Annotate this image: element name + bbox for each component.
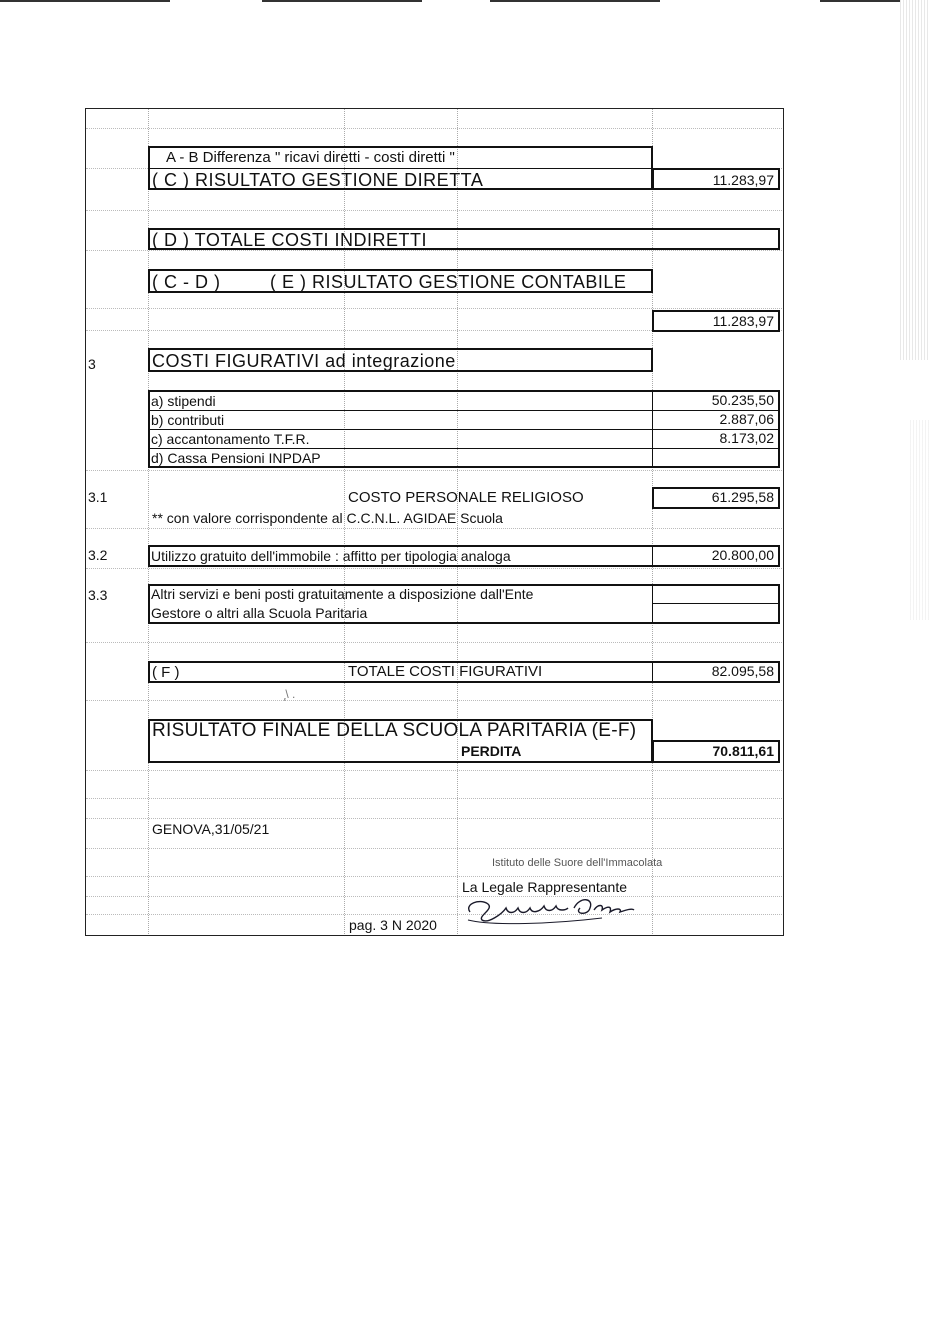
scan-edge-line xyxy=(0,0,170,2)
section-31-number: 3.1 xyxy=(88,489,108,505)
altri-servizi-cell-divider xyxy=(652,603,780,604)
scan-noise xyxy=(910,420,930,620)
institute-stamp: Istituto delle Suore dell'Immacolata xyxy=(492,857,663,869)
grid-row-line xyxy=(86,770,782,771)
diff-ab-label: A - B Differenza " ricavi diretti - costi diretti " xyxy=(166,149,455,166)
risultato-e-value: 11.283,97 xyxy=(712,313,774,329)
costo-personale-value: 61.295,58 xyxy=(711,489,774,505)
box-divider xyxy=(148,168,653,169)
costo-personale-note: ** con valore corrispondente al C.C.N.L. AGIDAE Scuola xyxy=(152,510,503,526)
grid-row-line xyxy=(86,700,782,701)
item-divider xyxy=(148,410,780,411)
costo-personale-label: COSTO PERSONALE RELIGIOSO xyxy=(348,489,584,506)
item-divider xyxy=(148,429,780,430)
immobile-value: 20.800,00 xyxy=(711,547,774,563)
grid-row-line xyxy=(86,896,782,897)
cd-label: ( C - D ) xyxy=(152,272,221,292)
scan-noise xyxy=(900,0,930,360)
totale-figurativi-value: 82.095,58 xyxy=(711,663,774,679)
item-stipendi: a) stipendi xyxy=(151,393,216,409)
scan-edge-line xyxy=(820,0,900,2)
section-3-number: 3 xyxy=(88,356,96,372)
item-inpdap: d) Cassa Pensioni INPDAP xyxy=(151,450,321,466)
risultato-finale-title: RISULTATO FINALE DELLA SCUOLA PARITARIA (E-F) xyxy=(152,720,637,741)
grid-row-line xyxy=(86,848,782,849)
item-value-divider xyxy=(652,390,653,468)
totale-figurativi-value-divider xyxy=(652,661,653,683)
grid-row-line xyxy=(86,568,782,569)
item-stipendi-value: 50.235,50 xyxy=(711,392,774,408)
item-contributi-value: 2.887,06 xyxy=(719,411,774,427)
legal-representative: La Legale Rappresentante xyxy=(462,879,628,895)
page-number: pag. 3 N 2020 xyxy=(349,917,437,933)
altri-servizi-value-divider xyxy=(652,584,653,624)
grid-row-line xyxy=(86,876,782,877)
grid-row-line xyxy=(86,470,782,471)
totale-figurativi-label: TOTALE COSTI FIGURATIVI xyxy=(348,663,543,680)
scan-edge-line xyxy=(490,0,660,2)
risultato-c-value: 11.283,97 xyxy=(712,172,774,188)
signature xyxy=(462,890,652,930)
grid-row-line xyxy=(86,528,782,529)
grid-row-line xyxy=(86,250,782,251)
perdita-label: PERDITA xyxy=(461,743,522,759)
costi-indiretti-label: ( D ) TOTALE COSTI INDIRETTI xyxy=(152,230,428,250)
grid-row-line xyxy=(86,818,782,819)
immobile-label: Utilizzo gratuito dell'immobile : affitto per tipologia analoga xyxy=(151,548,511,564)
section-33-number: 3.3 xyxy=(88,587,108,603)
stray-mark: ٕ \ . xyxy=(282,687,296,701)
item-divider xyxy=(148,448,780,449)
grid-row-line xyxy=(86,210,782,211)
f-label: ( F ) xyxy=(152,664,180,681)
place-date: GENOVA,31/05/21 xyxy=(152,821,270,837)
item-tfr-value: 8.173,02 xyxy=(719,430,774,446)
section-32-number: 3.2 xyxy=(88,547,108,563)
scan-edge-line xyxy=(262,0,422,2)
altri-servizi-line2: Gestore o altri alla Scuola Paritaria xyxy=(151,605,368,621)
grid-row-line xyxy=(86,798,782,799)
risultato-c-label: ( C ) RISULTATO GESTIONE DIRETTA xyxy=(152,170,484,190)
altri-servizi-line1: Altri servizi e beni posti gratuitamente a disposizione dall'Ente xyxy=(151,586,534,602)
item-tfr: c) accantonamento T.F.R. xyxy=(151,431,310,447)
costi-figurativi-title: COSTI FIGURATIVI ad integrazione xyxy=(152,351,456,371)
item-contributi: b) contributi xyxy=(151,412,225,428)
grid-row-line xyxy=(86,128,782,129)
risultato-e-label: ( E ) RISULTATO GESTIONE CONTABILE xyxy=(270,272,627,292)
perdita-value: 70.811,61 xyxy=(712,743,774,759)
grid-row-line xyxy=(86,642,782,643)
immobile-value-divider xyxy=(652,545,653,567)
grid-row-line xyxy=(86,308,782,309)
grid-row-line xyxy=(86,914,782,915)
